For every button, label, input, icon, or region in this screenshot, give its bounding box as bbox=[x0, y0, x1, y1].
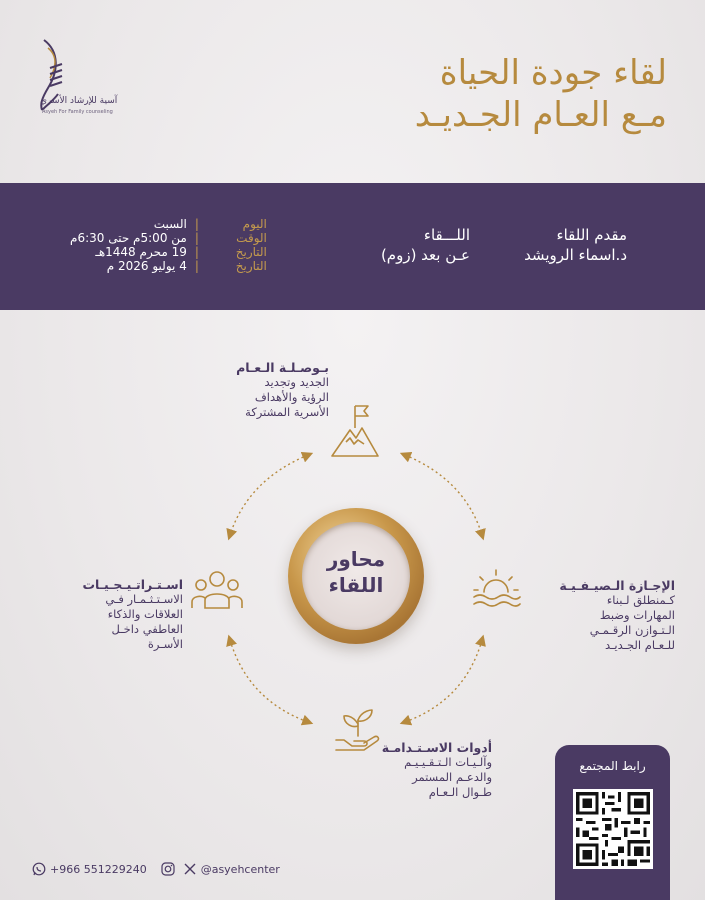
topic-right bbox=[559, 578, 675, 653]
whatsapp-icon[interactable] bbox=[32, 862, 46, 876]
schedule-value: السبت bbox=[153, 217, 187, 231]
topic-line: العاطفي داخـل bbox=[111, 622, 183, 636]
schedule-label: التاريخ bbox=[235, 259, 267, 273]
schedule-separator: | bbox=[194, 259, 199, 273]
schedule-label: الوقت bbox=[236, 231, 267, 245]
topic-line: المهارات وضبط bbox=[599, 608, 675, 622]
plant-hand-icon bbox=[332, 706, 382, 754]
social-handle[interactable]: @asyehcenter bbox=[200, 862, 280, 876]
topic-title: الإجـازة الـصيـفـيـة bbox=[559, 578, 675, 593]
center-disc bbox=[302, 522, 410, 630]
topic-line: طـوال الـعـام bbox=[428, 785, 492, 799]
presenter-name: د.اسماء الرويشد bbox=[524, 246, 627, 264]
topic-line: وآلـيـات الـتـقـيـيـم bbox=[404, 755, 492, 769]
schedule-value: 4 يوليو 2026 م bbox=[106, 259, 187, 273]
topic-line: العلاقات والذكاء bbox=[107, 607, 183, 621]
group-icon bbox=[190, 568, 244, 612]
mountain-flag-icon bbox=[328, 400, 382, 458]
schedule-label: اليوم bbox=[242, 217, 267, 231]
logo-arabic-text: آسية للإرشاد الأسري bbox=[40, 96, 118, 106]
topic-line: الجديد وتجديد bbox=[264, 375, 329, 389]
topic-line: والدعـم المستمر bbox=[412, 770, 492, 784]
arrow-top-right bbox=[405, 455, 482, 535]
center-title bbox=[302, 546, 410, 598]
topic-line: الاسـتـثـمـار فـي bbox=[105, 592, 183, 606]
title-line-1: لقاء جودة الحياة bbox=[439, 53, 667, 93]
topic-left bbox=[82, 577, 183, 652]
topic-title: بـوصـلـة الـعـام bbox=[236, 360, 329, 375]
contact-footer bbox=[32, 862, 280, 876]
topic-title: اسـتـراتـيـجـيـات bbox=[82, 577, 183, 592]
topic-line: الأسرية المشتركة bbox=[245, 405, 329, 419]
schedule-separator: | bbox=[194, 245, 199, 259]
schedule-value: 19 محرم 1448هـ bbox=[95, 245, 187, 259]
topic-bottom bbox=[382, 740, 492, 800]
schedule-separator: | bbox=[194, 231, 199, 245]
topic-title: أدوات الاسـتـدامـة bbox=[381, 740, 492, 755]
sunrise-icon bbox=[470, 566, 522, 612]
qr-code-icon[interactable] bbox=[573, 789, 653, 869]
topic-line: الـتـوازن الرقـمـي bbox=[589, 623, 675, 637]
center-line-1: محاور bbox=[326, 547, 386, 571]
topic-top bbox=[236, 360, 329, 420]
instagram-icon[interactable] bbox=[161, 862, 175, 876]
x-icon[interactable] bbox=[183, 862, 197, 876]
presenter-label: مقدم اللقاء bbox=[556, 226, 627, 244]
topic-line: كـمنطلق لـبناء bbox=[606, 593, 675, 607]
arrow-top-left bbox=[230, 455, 308, 535]
logo-english-text: Asyeh For Family counseling bbox=[42, 109, 113, 115]
topic-line: الرؤية والأهداف bbox=[254, 390, 329, 404]
title-line-2: مـع العـام الجـديـد bbox=[414, 95, 667, 135]
arrow-bottom-left bbox=[230, 640, 308, 722]
meeting-label: اللـــقاء bbox=[423, 226, 470, 244]
topic-line: الأسـرة bbox=[147, 637, 183, 651]
meeting-value: عـن بعد (زوم) bbox=[380, 246, 470, 264]
schedule-label: التاريخ bbox=[235, 245, 267, 259]
center-ring bbox=[288, 508, 424, 644]
center-line-2: اللقاء bbox=[328, 573, 384, 597]
community-qr-panel[interactable] bbox=[555, 745, 670, 900]
qr-label: رابط المجتمع bbox=[579, 759, 646, 773]
arrow-bottom-right bbox=[405, 640, 482, 722]
schedule-value: من 5:00م حتى 6:30م bbox=[70, 231, 187, 245]
topic-line: للـعـام الجـديـد bbox=[604, 638, 675, 652]
schedule-separator: | bbox=[194, 217, 199, 231]
phone-number[interactable]: +966 551229240 bbox=[50, 862, 147, 876]
